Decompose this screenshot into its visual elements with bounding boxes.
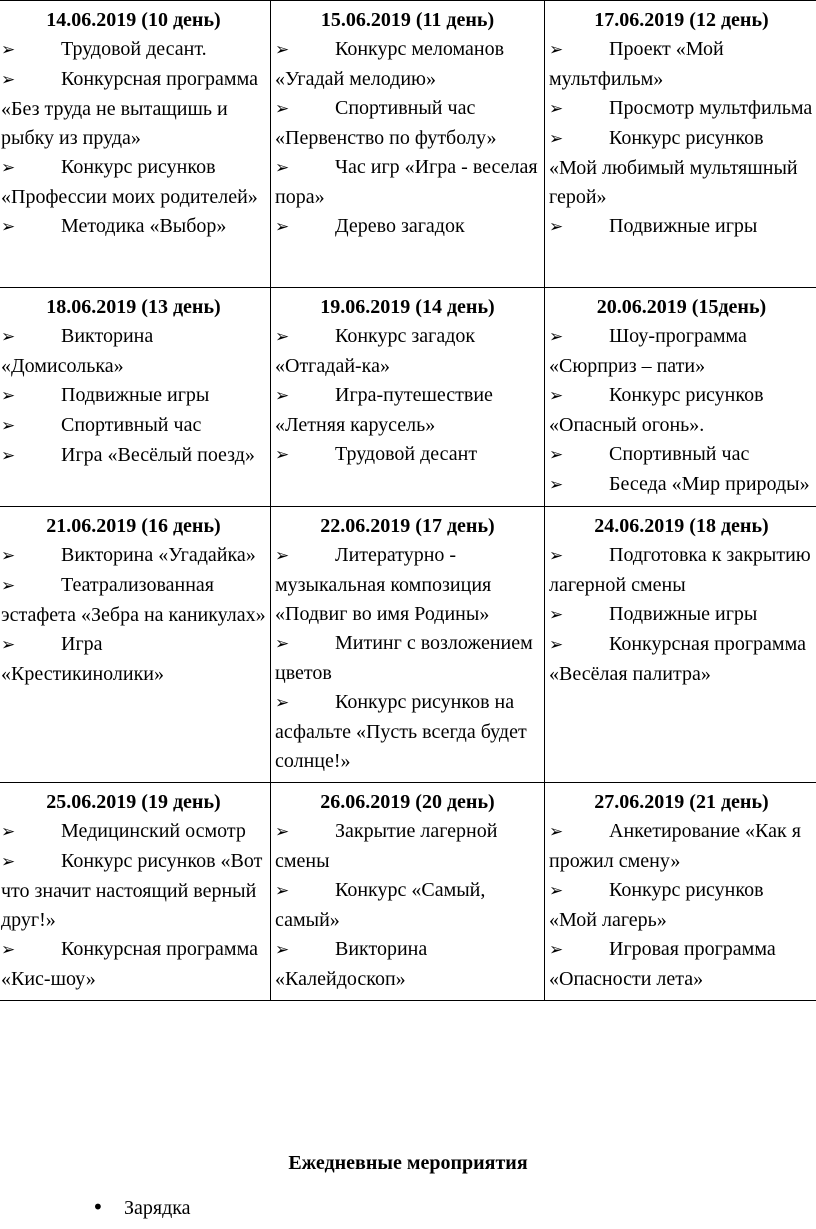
arrow-bullet-icon: ➢: [275, 99, 290, 119]
arrow-bullet-icon: ➢: [549, 40, 564, 60]
schedule-body: [0, 1, 816, 1001]
activity-item: [275, 629, 540, 688]
arrow-bullet-icon: ➢: [549, 99, 564, 119]
day-cell: [271, 507, 545, 783]
arrow-bullet-icon: ➢: [549, 940, 564, 960]
arrow-bullet-icon: ➢: [275, 40, 290, 60]
day-cell: [0, 1, 271, 288]
activity-text: Методика «Выбор»: [61, 215, 227, 237]
arrow-bullet-icon: ➢: [549, 475, 564, 495]
activity-item: [1, 35, 266, 65]
arrow-bullet-icon: ➢: [275, 386, 290, 406]
activity-text: Конкурс рисунков «Мой лагерь»: [549, 879, 764, 931]
arrow-bullet-icon: ➢: [1, 546, 16, 566]
arrow-bullet-icon: ➢: [549, 546, 564, 566]
activity-item: [549, 35, 814, 94]
day-cell: [545, 507, 816, 783]
activity-text: Конкурс «Самый, самый»: [275, 879, 486, 931]
activity-text: Игра-путешествие «Летняя карусель»: [275, 384, 493, 436]
arrow-bullet-icon: ➢: [549, 445, 564, 465]
activity-text: Проект «Мой мультфильм»: [549, 38, 724, 90]
activity-text: Конкурс загадок «Отгадай-ка»: [275, 325, 476, 377]
list-item-text: Зарядка: [124, 1197, 191, 1219]
daily-events-list: [92, 1195, 191, 1220]
activity-text: Конкурс рисунков на асфальте «Пусть всегда будет солнце!»: [275, 691, 527, 772]
arrow-bullet-icon: ➢: [1, 217, 16, 237]
arrow-bullet-icon: ➢: [1, 40, 16, 60]
activity-item: [549, 876, 814, 935]
activity-item: [275, 381, 540, 440]
arrow-bullet-icon: ➢: [275, 822, 290, 842]
activity-item: [1, 817, 266, 847]
list-item: [92, 1195, 191, 1220]
activity-text: Митинг с возложением цветов: [275, 632, 533, 684]
arrow-bullet-icon: ➢: [275, 881, 290, 901]
activity-text: Игровая программа «Опасности лета»: [549, 938, 776, 990]
day-title: 25.06.2019 (19 день): [46, 791, 221, 813]
activity-text: Театрализованная эстафета «Зебра на каникулах»: [1, 574, 266, 626]
activity-item: [275, 94, 540, 153]
day-title: 17.06.2019 (12 день): [594, 9, 769, 31]
arrow-bullet-icon: ➢: [1, 852, 16, 872]
activity-item: [549, 94, 814, 124]
arrow-bullet-icon: ➢: [275, 445, 290, 465]
activity-text: Трудовой десант.: [61, 38, 207, 60]
arrow-bullet-icon: ➢: [1, 386, 16, 406]
activity-item: [1, 847, 266, 935]
activity-item: [1, 571, 266, 630]
day-cell: [545, 783, 816, 1001]
arrow-bullet-icon: ➢: [1, 822, 16, 842]
activity-item: [275, 876, 540, 935]
table-row: [0, 783, 816, 1001]
activity-text: Игра «Крестикинолики»: [1, 633, 164, 685]
activity-item: [275, 35, 540, 94]
bullet-dot-icon: •: [92, 1195, 104, 1219]
activity-item: [1, 441, 266, 471]
arrow-bullet-icon: ➢: [549, 635, 564, 655]
activity-text: Дерево загадок: [335, 215, 465, 237]
activity-item: [1, 212, 266, 242]
activity-item: [549, 381, 814, 440]
day-cell: [545, 288, 816, 507]
activity-text: Конкурсная программа «Весёлая палитра»: [549, 633, 806, 685]
arrow-bullet-icon: ➢: [549, 386, 564, 406]
arrow-bullet-icon: ➢: [1, 576, 16, 596]
activity-item: [549, 600, 814, 630]
activity-text: Подвижные игры: [61, 384, 210, 406]
day-title: 20.06.2019 (15день): [596, 296, 767, 318]
activity-item: [549, 541, 814, 600]
activity-text: Конкурс рисунков «Вот что значит настоящий верный друг!»: [1, 850, 263, 931]
arrow-bullet-icon: ➢: [275, 327, 290, 347]
activity-text: Конкурс рисунков «Профессии моих родителей»: [1, 156, 258, 208]
day-title: 27.06.2019 (21 день): [594, 791, 769, 813]
activity-text: Спортивный час: [609, 443, 750, 465]
arrow-bullet-icon: ➢: [275, 634, 290, 654]
activity-item: [1, 322, 266, 381]
activity-item: [275, 541, 540, 629]
day-cell: [271, 288, 545, 507]
table-row: [0, 1, 816, 288]
arrow-bullet-icon: ➢: [549, 605, 564, 625]
table-row: [0, 288, 816, 507]
activity-text: Конкурс меломанов «Угадай мелодию»: [275, 38, 505, 90]
day-title: 22.06.2019 (17 день): [320, 515, 495, 537]
day-title: 14.06.2019 (10 день): [46, 9, 221, 31]
day-cell: [0, 783, 271, 1001]
arrow-bullet-icon: ➢: [549, 881, 564, 901]
table-row: [0, 507, 816, 783]
arrow-bullet-icon: ➢: [549, 129, 564, 149]
arrow-bullet-icon: ➢: [549, 217, 564, 237]
activity-text: Спортивный час: [61, 414, 202, 436]
day-title: 15.06.2019 (11 день): [320, 9, 495, 31]
activity-item: [549, 630, 814, 689]
arrow-bullet-icon: ➢: [1, 635, 16, 655]
activity-item: [275, 153, 540, 212]
activity-text: Викторина «Домисолька»: [1, 325, 154, 377]
day-cell: [271, 1, 545, 288]
daily-events-title: Ежедневные мероприятия: [288, 1152, 528, 1174]
arrow-bullet-icon: ➢: [549, 327, 564, 347]
activity-item: [275, 212, 540, 242]
activity-text: Конкурсная программа «Кис-шоу»: [1, 938, 258, 990]
arrow-bullet-icon: ➢: [275, 217, 290, 237]
activity-item: [549, 212, 814, 242]
day-cell: [0, 507, 271, 783]
activity-text: Просмотр мультфильма: [609, 97, 813, 119]
arrow-bullet-icon: ➢: [275, 940, 290, 960]
arrow-bullet-icon: ➢: [1, 70, 16, 90]
activity-text: Подвижные игры: [609, 603, 758, 625]
arrow-bullet-icon: ➢: [275, 546, 290, 566]
activity-item: [275, 817, 540, 876]
arrow-bullet-icon: ➢: [275, 158, 290, 178]
activity-text: Конкурс рисунков «Мой любимый мультяшный герой»: [549, 127, 798, 208]
day-title: 26.06.2019 (20 день): [320, 791, 495, 813]
activity-item: [549, 440, 814, 470]
activity-text: Подвижные игры: [609, 215, 758, 237]
activity-item: [549, 322, 814, 381]
activity-item: [549, 470, 814, 500]
activity-text: Спортивный час «Первенство по футболу»: [275, 97, 497, 149]
day-title: 21.06.2019 (16 день): [46, 515, 221, 537]
activity-text: Конкурсная программа «Без труда не вытащишь и рыбку из пруда»: [1, 68, 258, 149]
arrow-bullet-icon: ➢: [1, 158, 16, 178]
activity-text: Анкетирование «Как я прожил смену»: [549, 820, 801, 872]
day-cell: [0, 288, 271, 507]
activity-item: [275, 935, 540, 994]
activity-item: [549, 817, 814, 876]
activity-text: Шоу-программа «Сюрприз – пати»: [549, 325, 747, 377]
activity-item: [1, 630, 266, 689]
activity-item: [275, 688, 540, 776]
activity-item: [549, 935, 814, 994]
arrow-bullet-icon: ➢: [549, 822, 564, 842]
arrow-bullet-icon: ➢: [1, 940, 16, 960]
activity-text: Конкурс рисунков «Опасный огонь».: [549, 384, 764, 436]
day-cell: [545, 1, 816, 288]
activity-text: Беседа «Мир природы»: [609, 473, 810, 495]
activity-text: Час игр «Игра - веселая пора»: [275, 156, 538, 208]
activity-text: Литературно - музыкальная композиция «Подвиг во имя Родины»: [275, 544, 492, 625]
activity-item: [1, 541, 266, 571]
activity-text: Медицинский осмотр: [61, 820, 246, 842]
activity-text: Викторина «Угадайка»: [61, 544, 256, 566]
activity-item: [549, 124, 814, 212]
activity-item: [1, 935, 266, 994]
arrow-bullet-icon: ➢: [1, 446, 16, 466]
day-cell: [271, 783, 545, 1001]
activity-text: Викторина «Калейдоскоп»: [275, 938, 428, 990]
activity-item: [275, 322, 540, 381]
day-title: 19.06.2019 (14 день): [320, 296, 495, 318]
activity-item: [1, 411, 266, 441]
day-title: 18.06.2019 (13 день): [46, 296, 221, 318]
activity-text: Игра «Весёлый поезд»: [61, 444, 255, 466]
day-title: 24.06.2019 (18 день): [594, 515, 769, 537]
activity-item: [1, 381, 266, 411]
activity-item: [275, 440, 540, 470]
activity-text: Подготовка к закрытию лагерной смены: [549, 544, 811, 596]
arrow-bullet-icon: ➢: [1, 327, 16, 347]
activity-text: Трудовой десант: [335, 443, 478, 465]
arrow-bullet-icon: ➢: [275, 693, 290, 713]
activity-text: Закрытие лагерной смены: [275, 820, 498, 872]
arrow-bullet-icon: ➢: [1, 416, 16, 436]
activity-item: [1, 65, 266, 153]
activity-item: [1, 153, 266, 212]
